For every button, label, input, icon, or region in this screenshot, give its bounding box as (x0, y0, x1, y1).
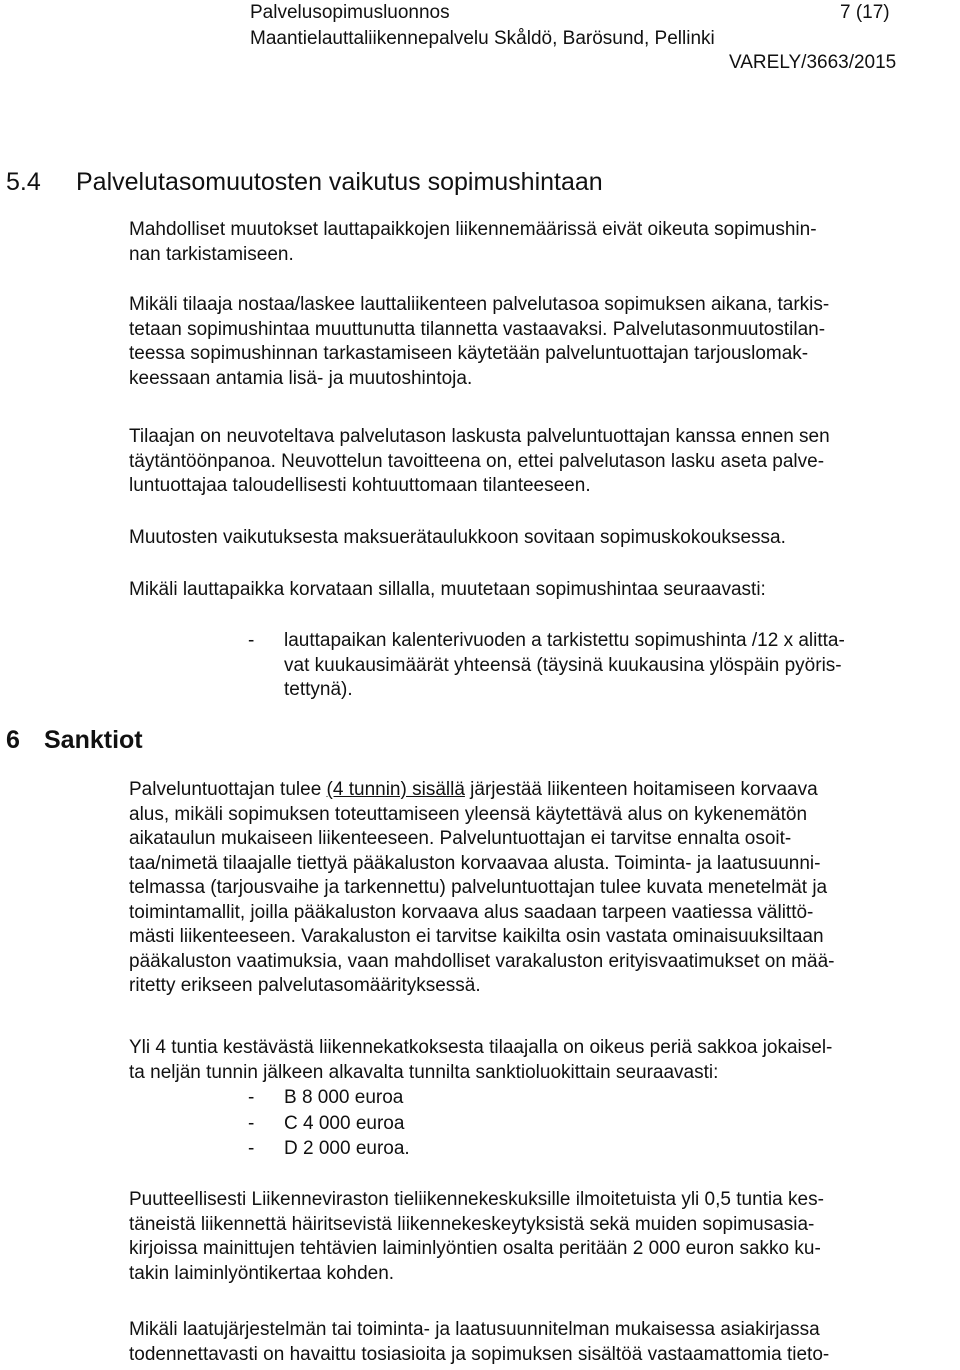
paragraph: Palveluntuottajan tulee (4 tunnin) sisällä järjestää liikenteen hoitamiseen korvaava alus, mikäli sopimuksen toteuttamiseen yleensä käytettävä alus on kykenemätön aikataulun mukaiseen liikenteeseen. Palveluntuottajan ei tarvitse ennalta osoit- taa/nimetä tilaajalle tiettyä pääkaluston korvaavaa alusta. Toiminta- ja laatusuunni- telmassa (tarjousvaihe ja tarkennettu) palveluntuottajan tulee kuvata menetelmät ja toimintamallit, joilla pääkaluston korvaava alus saadaan tarpeen vaatiessa välittö- mästi liikenteeseen. Varakaluston ei tarvitse kaikilta osin vastata ominaisuuksiltaan pääkaluston vaatimuksia, vaan mahdolliset varakaluston erityisvaatimukset on mää- ritetty erikseen palvelutasomäärityksessä. (129, 779, 835, 996)
paragraph: Mikäli laatujärjestelmän tai toiminta- ja laatusuunnitelman mukaisessa asiakirjassa todennettavasti on havaittu tosiasioita ja sopimuksen sisältöä vastaamattomia tieto- (129, 1319, 830, 1365)
section-title: Palvelutasomuutosten vaikutus sopimushintaan (76, 168, 603, 196)
section-5-4-heading (6, 166, 603, 198)
paragraph: Tilaajan on neuvoteltava palvelutason laskusta palveluntuottajan kanssa ennen sen täytäntöönpanoa. Neuvottelun tavoitteena on, ettei palvelutason lasku aseta palve- luntuottajaa taloudellisesti kohtuuttomaan tilanteeseen. (129, 426, 830, 496)
paragraph: Mikäli tilaaja nostaa/laskee lauttaliikenteen palvelutasoa sopimuksen aikana, tarkis- tetaan sopimushintaa muuttunutta tilannetta vastaavaksi. Palvelutasonmuutostilan- teessa sopimushinnan tarkastamiseen käytetään palveluntuottajan tarjouslomak- keessaan antamia lisä- ja muutoshintoja. (129, 294, 830, 389)
paragraph: Muutosten vaikutuksesta maksuerätaulukkoon sovitaan sopimuskokouksessa. (129, 527, 786, 548)
section-6-heading (6, 724, 143, 756)
section-number: 5.4 (6, 168, 41, 196)
doc-id: VARELY/3663/2015 (729, 52, 897, 73)
doc-title: Palvelusopimusluonnos (250, 2, 450, 23)
list-item: D 2 000 euroa. (284, 1138, 410, 1159)
list-marker: - (248, 1138, 255, 1159)
list-marker: - (248, 1113, 255, 1134)
page-number: 7 (17) (840, 2, 890, 23)
paragraph: Puutteellisesti Liikenneviraston tieliikennekeskuksille ilmoitetuista yli 0,5 tuntia kes- täneistä liikennettä häiritsevistä liikennekeskeytyksistä sekä muiden sopimusasia- kirjoissa mainittujen tehtävien laiminlyöntien osalta peritään 2 000 euron sakko ku- takin laiminlyöntikertaa kohden. (129, 1189, 824, 1284)
list-marker: - (248, 1087, 255, 1108)
section-number: 6 (6, 726, 20, 754)
bullet-item: lauttapaikan kalenterivuoden a tarkistettu sopimushinta /12 x alitta- vat kuukausimäärät yhteensä (täysinä kuukausina ylöspäin pyöris- tettynä). (284, 630, 845, 700)
list-item: C 4 000 euroa (284, 1113, 405, 1134)
doc-subtitle: Maantielauttaliikennepalvelu Skåldö, Barösund, Pellinki (250, 28, 715, 49)
list-item: B 8 000 euroa (284, 1087, 404, 1108)
paragraph: Yli 4 tuntia kestävästä liikennekatkoksesta tilaajalla on oikeus periä sakkoa jokaisel- ta neljän tunnin jälkeen alkavalta tunnilta sanktioluokittain seuraavasti: (129, 1037, 833, 1083)
bullet-marker: - (248, 630, 255, 651)
paragraph: Mikäli lauttapaikka korvataan sillalla, muutetaan sopimushintaa seuraavasti: (129, 579, 766, 600)
section-title: Sanktiot (44, 726, 143, 754)
paragraph: Mahdolliset muutokset lauttapaikkojen liikennemäärissä eivät oikeuta sopimushin- nan tarkistamiseen. (129, 219, 817, 265)
underlined-text: (4 tunnin) sisällä (326, 779, 465, 800)
